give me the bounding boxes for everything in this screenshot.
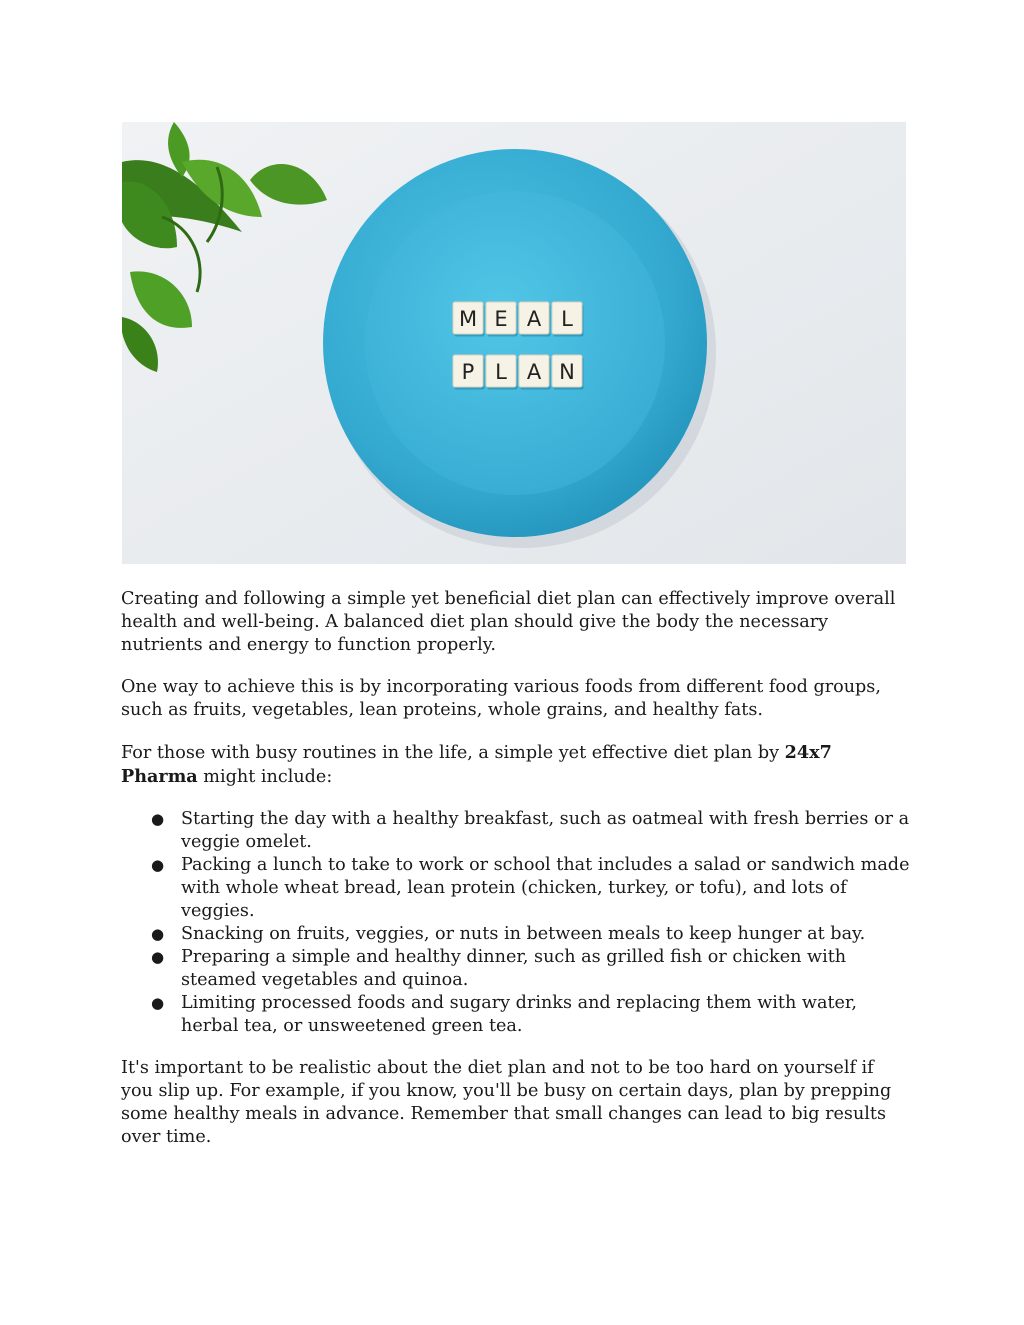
tile-letter: L	[495, 360, 507, 384]
list-item	[121, 808, 911, 854]
tile-letter: A	[526, 360, 542, 384]
meal-plan-photo	[122, 122, 906, 564]
meal-plan-illustration	[122, 122, 906, 564]
busy-prefix: For those with busy routines in the life, a simple yet effective diet plan by	[121, 743, 785, 763]
bullet-icon: ●	[151, 948, 165, 966]
tile-letter: A	[526, 307, 542, 331]
tile-letter: E	[494, 307, 508, 331]
diet-tips-list	[121, 808, 911, 1038]
bullet-icon: ●	[151, 994, 165, 1012]
bullet-icon: ●	[151, 810, 165, 828]
plate-center	[365, 191, 665, 495]
list-item-text: Starting the day with a healthy breakfast, such as oatmeal with fresh berries or a veggie omelet.	[181, 809, 910, 852]
tile-letter: P	[461, 360, 475, 384]
list-item-text: Snacking on fruits, veggies, or nuts in between meals to keep hunger at bay.	[181, 924, 866, 944]
bullet-icon: ●	[151, 925, 165, 943]
list-item-text: Preparing a simple and healthy dinner, such as grilled fish or chicken with steamed vegetables and quinoa.	[181, 947, 847, 990]
busy-suffix: might include:	[197, 767, 333, 787]
tile-letter: L	[561, 307, 573, 331]
food-groups-paragraph: One way to achieve this is by incorporating various foods from different food groups, such as fruits, vegetables, lean proteins, whole grains, and healthy fats.	[121, 677, 881, 720]
bullet-icon: ●	[151, 856, 165, 874]
list-item	[121, 854, 911, 923]
list-item	[121, 946, 911, 992]
tile-letter: N	[559, 360, 575, 384]
list-item-text: Limiting processed foods and sugary drinks and replacing them with water, herbal tea, or unsweetened green tea.	[181, 993, 857, 1036]
list-item	[121, 992, 911, 1038]
article-body	[121, 588, 911, 1168]
list-item-text: Packing a lunch to take to work or school that includes a salad or sandwich made with whole wheat bread, lean protein (chicken, turkey, or tofu), and lots of veggies.	[181, 855, 910, 921]
brand-name: 24x7 Pharma	[121, 742, 832, 787]
busy-routines-paragraph	[121, 741, 911, 789]
list-item	[121, 923, 911, 946]
intro-paragraph: Creating and following a simple yet beneficial diet plan can effectively improve overall health and well-being. A balanced diet plan should give the body the necessary nutrients and energy to function properly.	[121, 589, 896, 655]
closing-paragraph: It's important to be realistic about the diet plan and not to be too hard on yourself if you slip up. For example, if you know, you'll be busy on certain days, plan by prepping some healthy meals in advance. Remember that small changes can lead to big results over time.	[121, 1058, 892, 1147]
tile-letter: M	[458, 307, 478, 331]
